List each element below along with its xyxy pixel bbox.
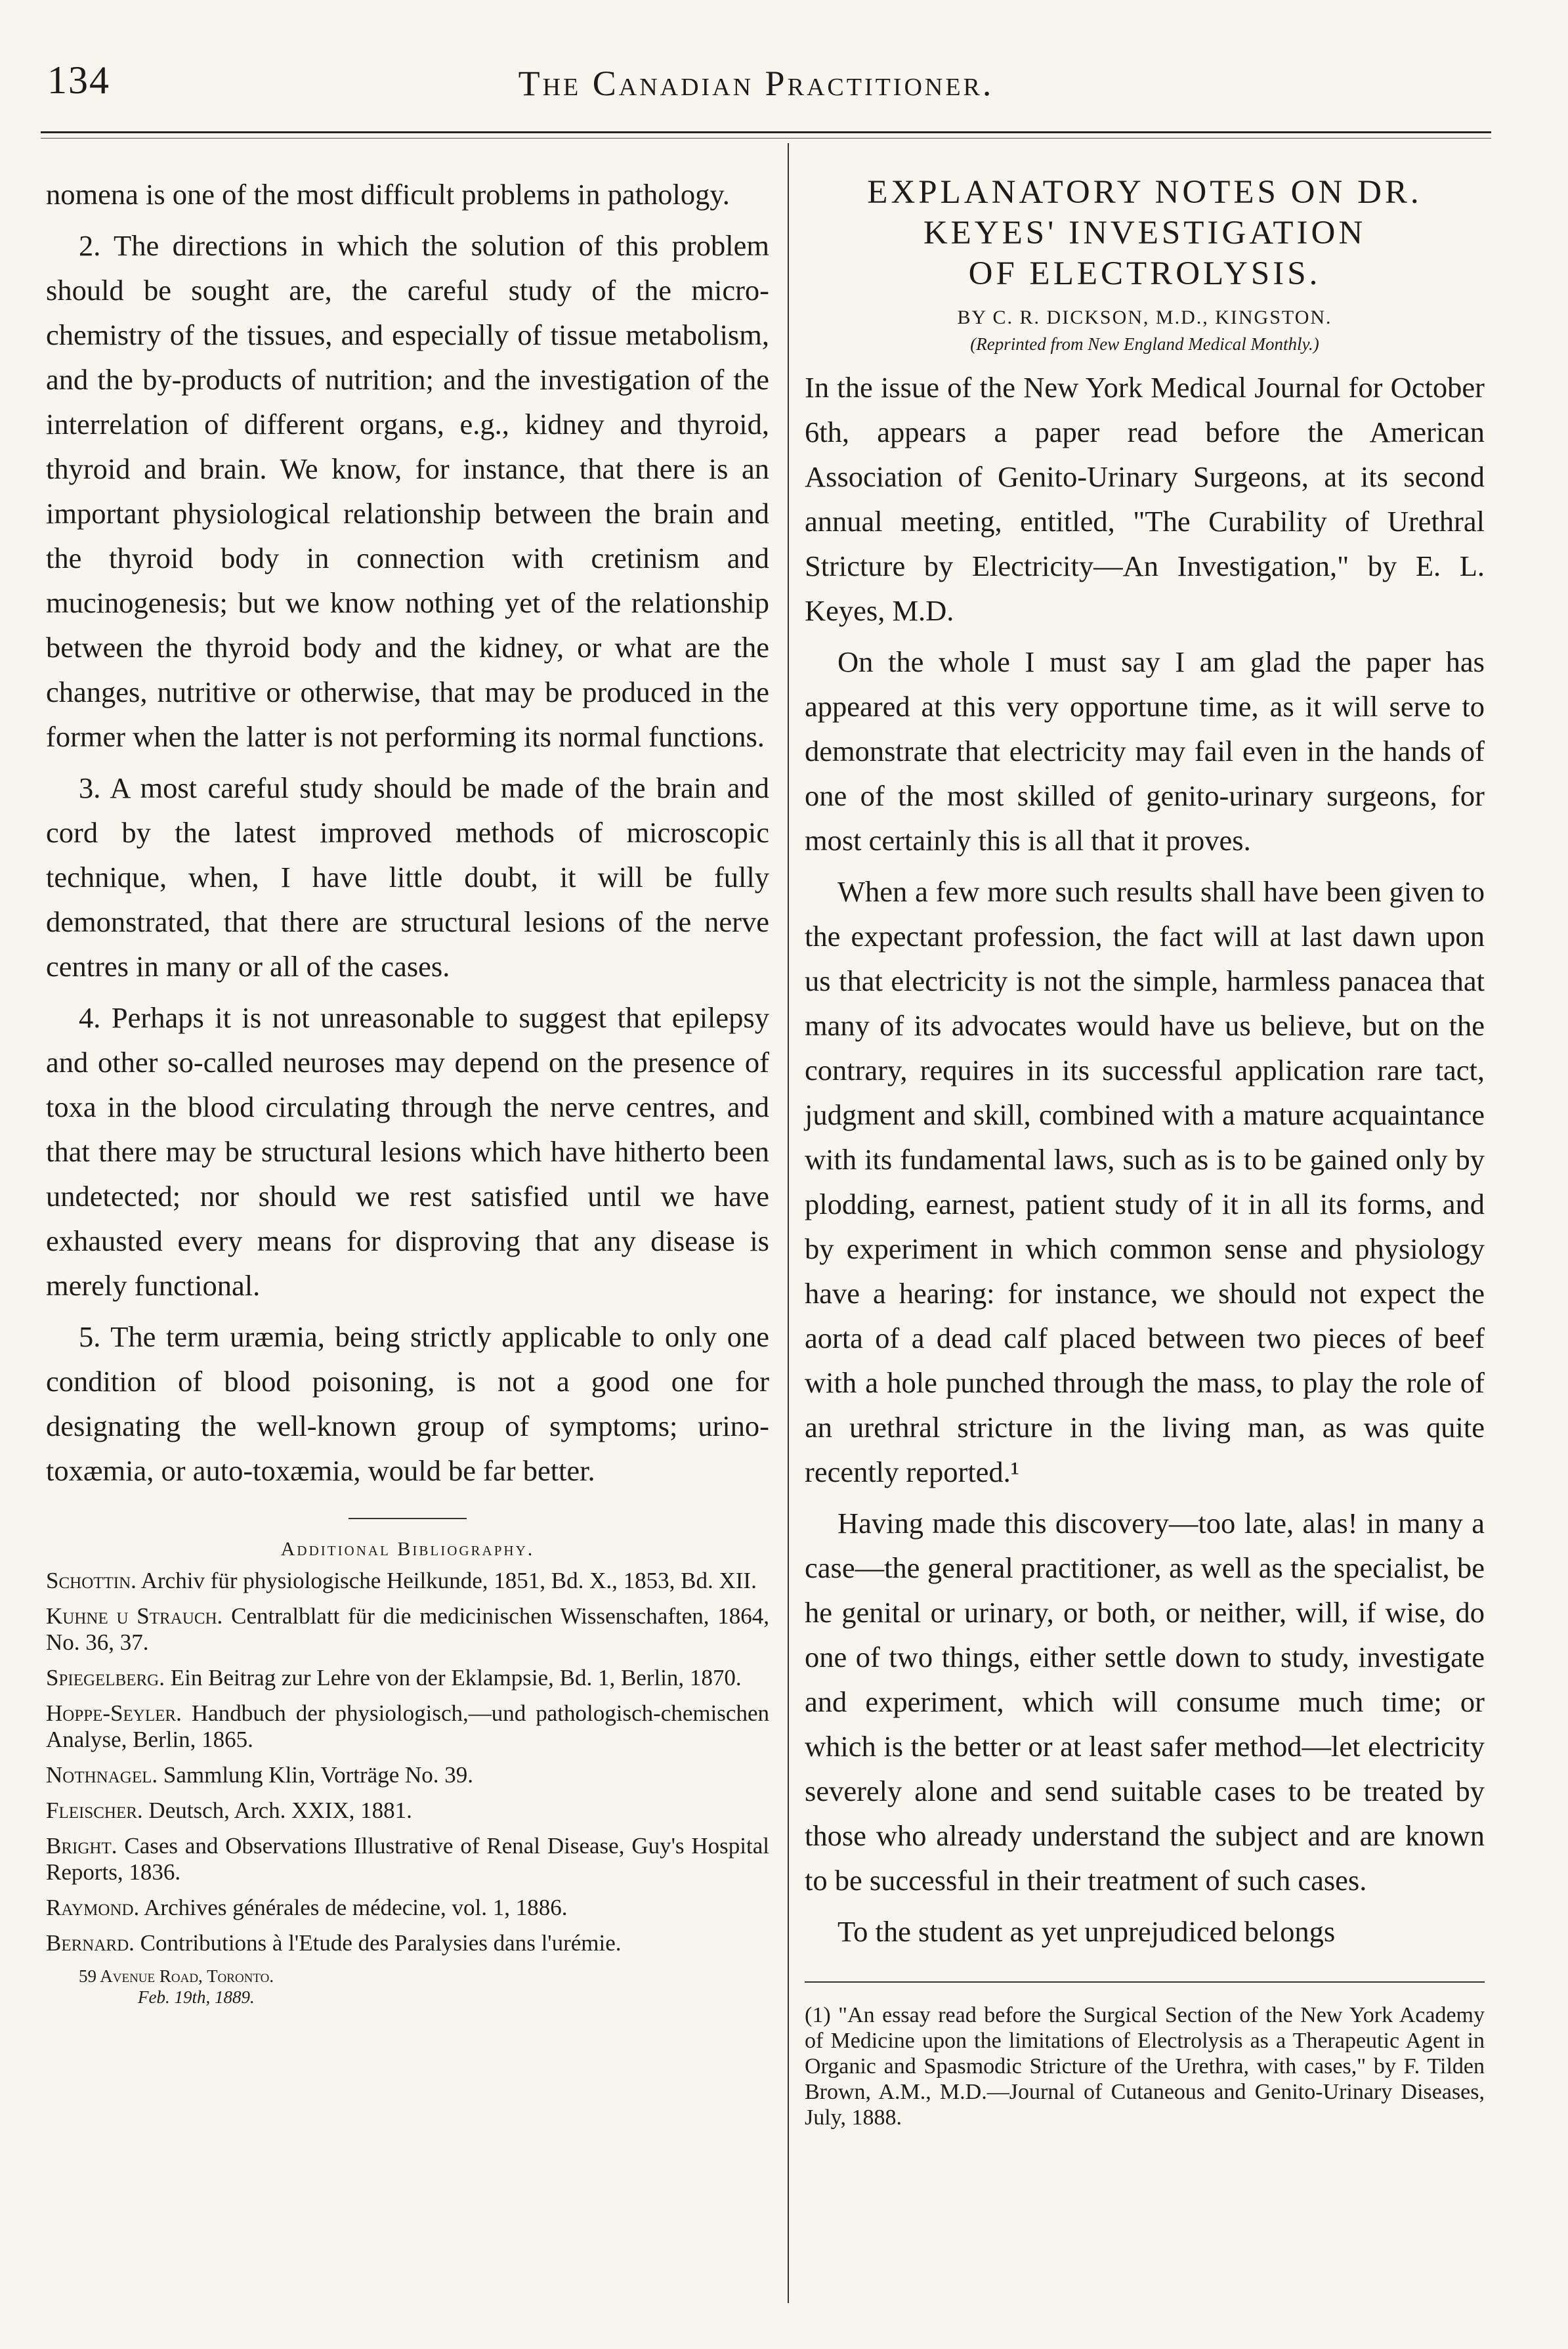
bib-text: Deutsch, Arch. XXIX, 1881. bbox=[148, 1798, 412, 1823]
bibliography-entry bbox=[46, 1833, 769, 1886]
letter-date: Feb. 19th, 1889. bbox=[138, 1987, 255, 2007]
footnote-rule bbox=[805, 1981, 1485, 1983]
page-number: 134 bbox=[47, 58, 110, 102]
footnote: (1) "An essay read before the Surgical Section of the New York Academy of Medicine upon the limitations of Electrolysis as a Therapeutic Agent in Organic and Spasmodic Stricture of the Urethra, with cases," by F. Tilden Brown, A.M., M.D.—Journal of Cutaneous and Genito-Urinary Diseases, July, 1888. bbox=[805, 2003, 1485, 2130]
reprint-note: (Reprinted from New England Medical Monthly.) bbox=[970, 334, 1319, 354]
bib-text: Cases and Observations Illustrative of Renal Disease, Guy's Hospital Reports, 1836. bbox=[46, 1833, 769, 1885]
bib-author: Raymond. bbox=[46, 1895, 140, 1920]
section-rule bbox=[349, 1518, 467, 1519]
bib-author: Kuhne u Strauch. bbox=[46, 1603, 223, 1629]
address: 59 Avenue Road, Toronto. bbox=[79, 1966, 274, 1986]
header-rule-thin bbox=[41, 138, 1491, 139]
bibliography-entry bbox=[46, 1603, 769, 1656]
right-column bbox=[805, 172, 1485, 2130]
bib-author: Nothnagel. bbox=[46, 1762, 158, 1788]
bib-author: Bernard. bbox=[46, 1930, 135, 1956]
paragraph: To the student as yet unprejudiced belongs bbox=[837, 1915, 1336, 1948]
bibliography-entry bbox=[46, 1700, 769, 1753]
bib-author: Bright. bbox=[46, 1833, 117, 1859]
article-title-line: OF ELECTROLYSIS. bbox=[968, 255, 1321, 292]
bib-text: Centralblatt für die medicinischen Wissenschaften, 1864, No. 36, 37. bbox=[46, 1603, 770, 1655]
byline: BY C. R. DICKSON, M.D., KINGSTON. bbox=[957, 307, 1332, 328]
bib-author: Spiegelberg. bbox=[46, 1665, 165, 1691]
article-title-line: KEYES' INVESTIGATION bbox=[923, 215, 1367, 251]
paragraph: When a few more such results shall have been given to the expectant profession, the fact will at last dawn upon us that electricity is not the simple, harmless panacea that many of its advocates would have us believe, but on the contrary, requires in its successful application rare tact, judgment and skill, combined with a mature acquaintance with its fundamental laws, such as is to be gained only by plodding, earnest, patient study of it in all its forms, and by experiment in which common sense and physiology have a hearing: for instance, we should not expect the aorta of a dead calf placed between two pieces of beef with a hole punched through the mass, to play the role of an urethral stricture in the living man, as was quite recently reported.¹ bbox=[805, 875, 1485, 1488]
paragraph: 2. The directions in which the solution of this problem should be sought are, the careful study of the micro-chemistry of the tissues, and especially of tissue metabolism, and the by-products of nutrition; and the investigation of the interrelation of different organs, e.g., kidney and thyroid, thyroid and brain. We know, for instance, that there is an important physiological relationship between the brain and the thyroid body in connection with cretinism and mucinogenesis; but we know nothing yet of the relationship between the thyroid body and the kidney, or what are the changes, nutritive or otherwise, that may be produced in the former when the latter is not performing its normal functions. bbox=[46, 229, 769, 753]
article-title bbox=[805, 172, 1485, 294]
journal-title: The Canadian Practitioner. bbox=[518, 64, 994, 103]
bib-author: Schottin. bbox=[46, 1568, 137, 1593]
paragraph: 4. Perhaps it is not unreasonable to suggest that epilepsy and other so-called neuroses may depend on the presence of toxa in the blood circulating through the nerve centres, and that there may be structural lesions which have hitherto been undetected; nor should we rest satisfied until we have exhausted every means for disproving that any disease is merely functional. bbox=[46, 1001, 769, 1302]
bib-text: Archiv für physiologische Heilkunde, 1851, Bd. X., 1853, Bd. XII. bbox=[140, 1568, 757, 1593]
paragraph: 5. The term uræmia, being strictly applicable to only one condition of blood poisoning, is not a good one for designating the well-known group of symptoms; urino-toxæmia, or auto-toxæmia, would be far better. bbox=[46, 1320, 769, 1487]
paragraph: nomena is one of the most difficult problems in pathology. bbox=[46, 178, 730, 211]
bibliography-heading: Additional Bibliography. bbox=[280, 1538, 535, 1560]
bib-text: Sammlung Klin, Vorträge No. 39. bbox=[163, 1762, 474, 1788]
bib-text: Ein Beitrag zur Lehre von der Eklampsie, Bd. 1, Berlin, 1870. bbox=[170, 1665, 742, 1691]
bibliography-entry bbox=[46, 1895, 769, 1921]
article-title-line: EXPLANATORY NOTES ON DR. bbox=[867, 174, 1422, 211]
bib-text: Handbuch der physiologisch,—und pathologisch-chemischen Analyse, Berlin, 1865. bbox=[46, 1700, 770, 1752]
bibliography-entry bbox=[46, 1930, 769, 1956]
bib-author: Hoppe-Seyler. bbox=[46, 1700, 182, 1726]
bib-text: Archives générales de médecine, vol. 1, 1886. bbox=[144, 1895, 568, 1920]
paragraph: In the issue of the New York Medical Journal for October 6th, appears a paper read before the American Association of Genito-Urinary Surgeons, at its second annual meeting, entitled, "The Curability of Urethral Stricture by Electricity—An Investigation," by E. L. Keyes, M.D. bbox=[805, 371, 1485, 627]
left-column bbox=[46, 172, 769, 2008]
paragraph: On the whole I must say I am glad the paper has appeared at this very opportune time, as it will serve to demonstrate that electricity may fail even in the hands of one of the most skilled of genito-urinary surgeons, for most certainly this is all that it proves. bbox=[805, 645, 1485, 857]
paragraph: 3. A most careful study should be made of the brain and cord by the latest improved methods of microscopic technique, when, I have little doubt, it will be fully demonstrated, that there are structural lesions of the nerve centres in many or all of the cases. bbox=[46, 771, 769, 983]
paragraph: Having made this discovery—too late, alas! in many a case—the general practitioner, as well as the specialist, be he genital or urinary, or both, or neither, will, if wise, do one of two things, either settle down to study, investigate and experiment, which will consume much time; or which is the better or at least safer method—let electricity severely alone and send suitable cases to be treated by those who already understand the subject and are known to be successful in their treatment of such cases. bbox=[805, 1507, 1485, 1897]
header-rule bbox=[41, 131, 1491, 133]
author-address bbox=[46, 1966, 769, 2008]
column-divider bbox=[788, 143, 789, 2303]
bibliography-entry bbox=[46, 1762, 769, 1788]
bibliography-entry bbox=[46, 1798, 769, 1824]
page-header bbox=[41, 58, 1472, 130]
bibliography-entry bbox=[46, 1568, 769, 1594]
bibliography-entry bbox=[46, 1665, 769, 1691]
bib-text: Contributions à l'Etude des Paralysies dans l'urémie. bbox=[140, 1930, 622, 1956]
bib-author: Fleischer. bbox=[46, 1798, 143, 1823]
